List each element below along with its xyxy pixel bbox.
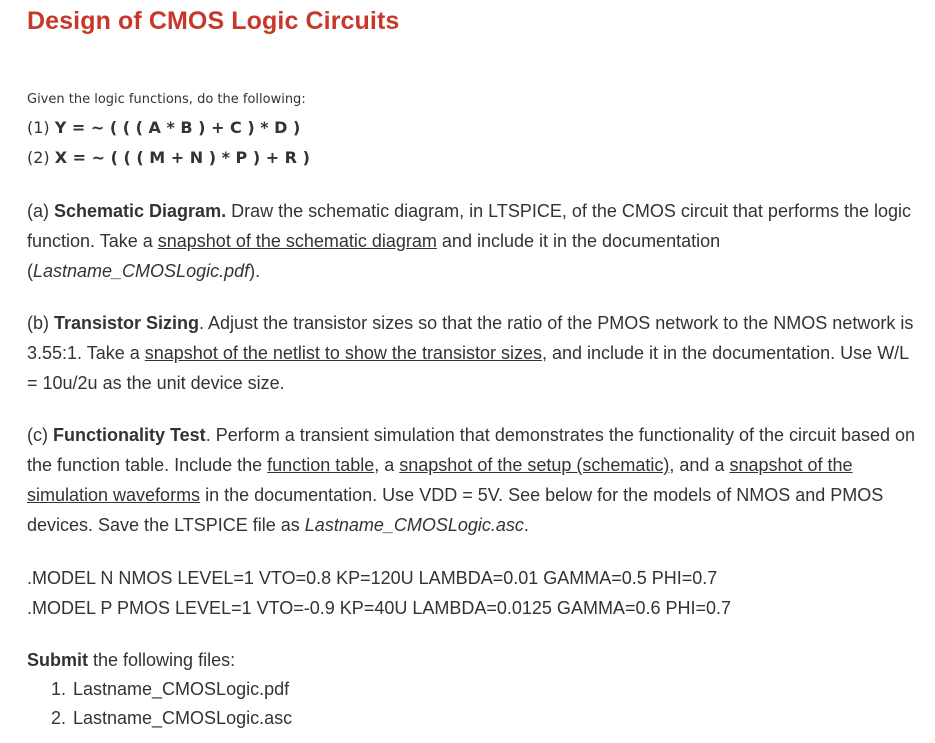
function-label: (2) <box>27 148 50 167</box>
part-c-text: in the documentation. Use VDD = 5V. See below for the models of NMOS and PMOS devices. Save the LTSPICE file as <box>27 485 884 535</box>
function-expression: Y = ~ ( ( ( A * B ) + C ) * D ) <box>54 118 301 137</box>
part-b-prefix: (b) <box>27 313 54 333</box>
submit-line <box>27 645 922 675</box>
part-b-text: . Adjust the transistor sizes so that the ratio of the PMOS network to the NMOS network is 3.55:1. Take a <box>27 313 914 363</box>
part-c-filename: Lastname_CMOSLogic.asc <box>304 515 524 535</box>
part-a-text: Draw the schematic diagram, in LTSPICE, of the CMOS circuit that performs the logic function. Take a <box>27 201 911 251</box>
part-a-filename: Lastname_CMOSLogic.pdf <box>33 261 250 281</box>
part-c-underlined-waveforms: snapshot of the simulation waveforms <box>27 455 853 505</box>
list-item: 2. Lastname_CMOSLogic.asc <box>71 704 292 733</box>
part-a-prefix: (a) <box>27 201 54 221</box>
intro-text: Given the logic functions, do the following: <box>27 92 306 107</box>
page-title: Design of CMOS Logic Circuits <box>27 7 400 35</box>
part-a-heading: Schematic Diagram. <box>54 201 227 221</box>
submit-text: the following files: <box>88 650 236 670</box>
part-a-text: ). <box>249 261 261 281</box>
part-c-paragraph <box>27 420 922 540</box>
part-c-underlined-setup: snapshot of the setup (schematic) <box>399 455 670 475</box>
part-a-underlined-schematic: snapshot of the schematic diagram <box>157 231 437 251</box>
pmos-model-line: .MODEL P PMOS LEVEL=1 VTO=-0.9 KP=40U LAMBDA=0.0125 GAMMA=0.6 PHI=0.7 <box>27 598 732 618</box>
nmos-model-line: .MODEL N NMOS LEVEL=1 VTO=0.8 KP=120U LAMBDA=0.01 GAMMA=0.5 PHI=0.7 <box>27 568 718 588</box>
function-label: (1) <box>27 118 50 137</box>
logic-function-1 <box>27 118 300 137</box>
submit-heading: Submit <box>27 650 88 670</box>
function-expression: X = ~ ( ( ( M + N ) * P ) + R ) <box>54 148 310 167</box>
part-b-paragraph <box>27 308 922 398</box>
part-c-text: , a <box>374 455 400 475</box>
part-c-text: . <box>523 515 529 535</box>
part-c-text: , and a <box>669 455 730 475</box>
part-b-heading: Transistor Sizing <box>54 313 200 333</box>
part-c-prefix: (c) <box>27 425 53 445</box>
part-c-text: . Perform a transient simulation that demonstrates the functionality of the circuit based on the function table. Include the <box>27 425 916 475</box>
part-b-text: , and include it in the documentation. Use W/L = 10u/2u as the unit device size. <box>27 343 909 393</box>
part-c-heading: Functionality Test <box>53 425 206 445</box>
part-a-paragraph <box>27 196 922 286</box>
list-item: 1. Lastname_CMOSLogic.pdf <box>71 675 292 704</box>
part-c-underlined-function-table: function table <box>267 455 375 475</box>
logic-function-2 <box>27 148 310 167</box>
part-a-text: and include it in the documentation ( <box>27 231 721 281</box>
spice-models <box>27 563 922 623</box>
submit-file-list <box>27 675 292 733</box>
part-b-underlined-netlist: snapshot of the netlist to show the transistor sizes <box>144 343 542 363</box>
